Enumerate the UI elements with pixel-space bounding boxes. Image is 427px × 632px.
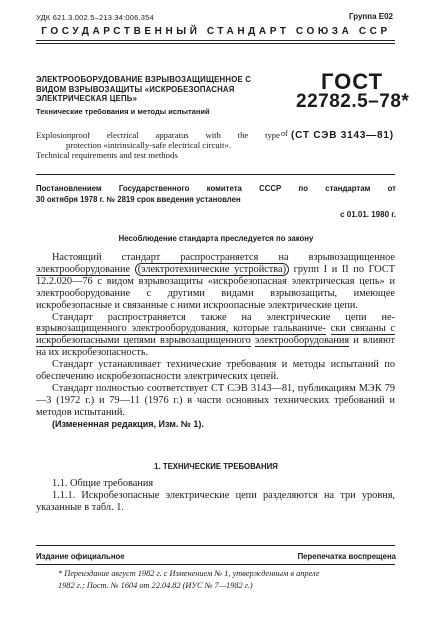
title-en-line-2: protection «intrinsically-safe electrical circuit».	[66, 140, 231, 150]
title-russian	[36, 75, 281, 104]
title-en-line-3: Technical requirements and test methods	[36, 150, 178, 160]
header-rule-thin	[36, 43, 395, 44]
ext-1: Стандарт распространяется также на электрические цепи не-	[52, 311, 395, 323]
standard-header: ГОСУДАРСТВЕННЫЙ СТАНДАРТ СОЮЗА ССР	[41, 26, 391, 37]
paragraph-scope	[36, 252, 395, 312]
reprint-notice: Перепечатка воспрещена	[297, 552, 396, 561]
paragraph-extension	[36, 312, 395, 360]
clause-1-1-1: 1.1.1. Искробезопасные электрические цепи разделяются на три уровня, указанные в табл. 1.	[36, 490, 395, 513]
header-rule	[36, 40, 395, 41]
title-ru-line-1: ЭЛЕКТРООБОРУДОВАНИЕ ВЗРЫВОЗАЩИЩЕННОЕ С	[36, 75, 252, 84]
effective-date: с 01.01. 1980 г.	[340, 210, 396, 219]
scope-intro: Настоящий стандарт распространяется на взрывозащищенное	[52, 252, 395, 263]
legal-notice: Несоблюдение стандарта преследуется по закону	[118, 234, 314, 243]
title-rule	[36, 174, 395, 175]
subtitle-russian: Технические требования и методы испытаний	[36, 107, 210, 116]
body-text	[36, 252, 395, 431]
ext-3: ски связаны с искробезопасными цепями взрывозащищенного	[36, 323, 396, 347]
title-ru-line-3: ЭЛЕКТРИЧЕСКАЯ ЦЕПЬ»	[36, 94, 138, 104]
scope-underlined: электрооборудование	[36, 263, 131, 275]
footnote	[58, 568, 398, 591]
paragraph-requirements: Стандарт устанавливает технические требования и методы испытаний по обеспечению искробезопасности электрических цепей.	[36, 359, 395, 383]
official-edition: Издание официальное	[36, 552, 125, 561]
scope-rest: групп I и II по ГОСТ 12.2.020—76 с видом взрывозащиты «искробезопасная электрическая цепь» и электрооборудование с другими видами взрывозащиты, имеющее искробезопасные и связанные с ними искроопасные электрические цепи.	[36, 263, 396, 311]
section-title: 1. ТЕХНИЧЕСКИЕ ТРЕБОВАНИЯ	[154, 462, 278, 471]
footer-rule-thin	[36, 564, 395, 565]
cmea-reference: (СТ СЭВ 3143—81)	[291, 130, 394, 141]
scope-circled: (электротехнические устройства)	[135, 263, 289, 276]
decree-line-1: Постановлением Государственного комитета СССР по стандартам от	[36, 184, 396, 193]
paragraph-conformance: Стандарт полностью соответствует СТ СЭВ 3143—81, публикациям МЭК 79—3 (1972 г.) и 79—11 (1976 г.) в части основных технических требований и методов испытаний.	[36, 382, 395, 418]
title-english	[36, 130, 280, 160]
gost-label: ГОСТ	[321, 69, 384, 94]
title-ru-line-2: ВИДОМ ВЗРЫВОЗАЩИТЫ «ИСКРОБЕЗОПАСНАЯ	[36, 84, 235, 94]
section-body	[36, 478, 395, 514]
title-en-line-1: Explosionproof electrical apparatus with the type	[36, 130, 280, 140]
footnote-line-1: * Переиздание август 1982 г. с Изменением № 1, утвержденным в апреле	[58, 569, 320, 578]
group-code: Группа Е02	[348, 12, 393, 21]
footer-rule	[36, 545, 395, 546]
footnote-line-2: 1982 г.; Пост. № 1604 от 22.04.82 (ИУС № 7—1982 г.)	[58, 580, 253, 590]
ext-4: электрооборудования	[254, 335, 350, 347]
change-note: (Измененная редакция, Изм. № 1).	[52, 418, 204, 429]
gost-number: 22782.5–78*	[296, 91, 410, 112]
udk-code: УДК 621.3.002.5–213.34:006.354	[36, 13, 154, 22]
decree-line-2: 30 октября 1978 г. № 2819 срок введения установлен	[36, 195, 241, 204]
ext-2: взрывозащищенного электрооборудования, которые гальваниче-	[36, 323, 326, 335]
decree-text	[36, 183, 396, 205]
of-label: of	[281, 129, 288, 138]
clause-1-1: 1.1. Общие требования	[52, 478, 154, 489]
ext-5: и влияют на их искробезопасность.	[36, 335, 396, 359]
